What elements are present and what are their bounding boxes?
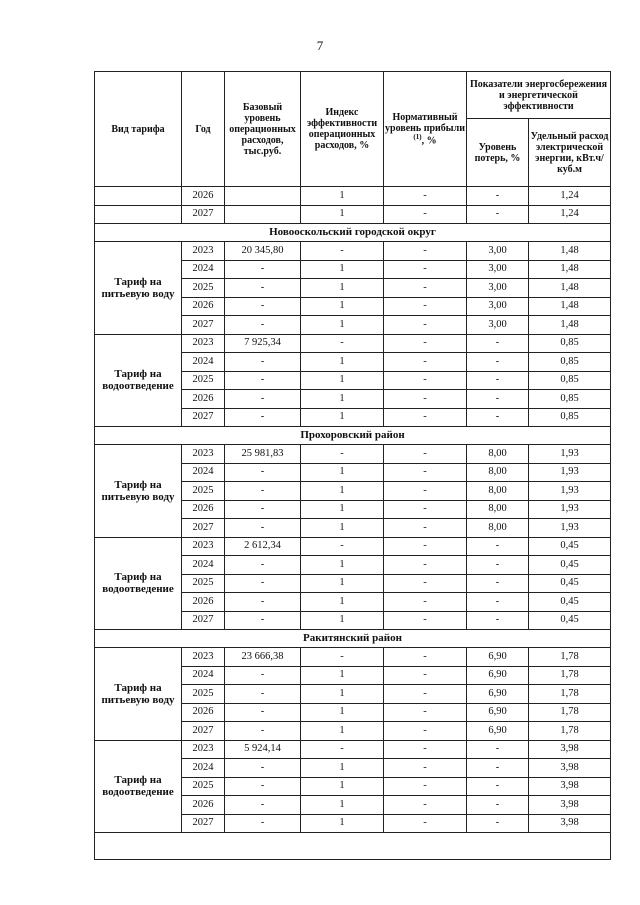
efficiency-index-cell: - bbox=[301, 445, 384, 464]
consumption-cell: 1,78 bbox=[529, 666, 611, 685]
table-body bbox=[95, 187, 611, 860]
efficiency-index-cell: 1 bbox=[301, 482, 384, 501]
consumption-cell: 1,24 bbox=[529, 187, 611, 206]
base-level-cell: 7 925,34 bbox=[225, 334, 301, 353]
header-base-level: Базовый уровень операционных расходов, тыс.руб. bbox=[225, 72, 301, 187]
base-level-cell: 25 981,83 bbox=[225, 445, 301, 464]
year-cell: 2026 bbox=[182, 703, 225, 722]
loss-cell: - bbox=[467, 556, 529, 575]
profit-cell: - bbox=[384, 187, 467, 206]
year-cell: 2027 bbox=[182, 814, 225, 833]
loss-cell: - bbox=[467, 205, 529, 224]
base-level-cell: - bbox=[225, 390, 301, 409]
table-row bbox=[95, 537, 611, 556]
section-row bbox=[95, 224, 611, 242]
loss-cell: - bbox=[467, 408, 529, 427]
loss-cell: - bbox=[467, 777, 529, 796]
profit-cell: - bbox=[384, 814, 467, 833]
consumption-cell: 0,45 bbox=[529, 537, 611, 556]
consumption-cell: 1,48 bbox=[529, 260, 611, 279]
year-cell: 2027 bbox=[182, 722, 225, 741]
profit-cell: - bbox=[384, 445, 467, 464]
profit-cell: - bbox=[384, 759, 467, 778]
blank-row bbox=[95, 833, 611, 860]
base-level-cell bbox=[225, 187, 301, 206]
base-level-cell: - bbox=[225, 796, 301, 815]
efficiency-index-cell: 1 bbox=[301, 187, 384, 206]
profit-cell: - bbox=[384, 519, 467, 538]
profit-cell: - bbox=[384, 334, 467, 353]
profit-cell: - bbox=[384, 648, 467, 667]
profit-cell: - bbox=[384, 500, 467, 519]
loss-cell: 3,00 bbox=[467, 279, 529, 298]
consumption-cell: 1,93 bbox=[529, 519, 611, 538]
consumption-cell: 0,85 bbox=[529, 334, 611, 353]
profit-cell: - bbox=[384, 611, 467, 630]
section-title: Ракитянский район bbox=[95, 630, 611, 648]
header-year: Год bbox=[182, 72, 225, 187]
efficiency-index-cell: 1 bbox=[301, 556, 384, 575]
efficiency-index-cell: 1 bbox=[301, 703, 384, 722]
loss-cell: - bbox=[467, 740, 529, 759]
year-cell: 2025 bbox=[182, 279, 225, 298]
base-level-cell: 23 666,38 bbox=[225, 648, 301, 667]
consumption-cell: 3,98 bbox=[529, 777, 611, 796]
year-cell: 2025 bbox=[182, 685, 225, 704]
year-cell: 2025 bbox=[182, 777, 225, 796]
efficiency-index-cell: 1 bbox=[301, 371, 384, 390]
base-level-cell: - bbox=[225, 759, 301, 778]
profit-cell: - bbox=[384, 463, 467, 482]
efficiency-index-cell: 1 bbox=[301, 593, 384, 612]
profit-cell: - bbox=[384, 740, 467, 759]
consumption-cell: 1,24 bbox=[529, 205, 611, 224]
consumption-cell: 0,45 bbox=[529, 593, 611, 612]
year-cell: 2023 bbox=[182, 334, 225, 353]
header-efficiency-index: Индекс эффективности операционных расходов, % bbox=[301, 72, 384, 187]
loss-cell: 3,00 bbox=[467, 260, 529, 279]
loss-cell: 8,00 bbox=[467, 482, 529, 501]
year-cell: 2024 bbox=[182, 556, 225, 575]
loss-cell: 8,00 bbox=[467, 500, 529, 519]
tariff-name-empty bbox=[95, 187, 182, 206]
table-row bbox=[95, 242, 611, 261]
loss-cell: 3,00 bbox=[467, 297, 529, 316]
tariff-name: Тариф на питьевую воду bbox=[95, 648, 182, 741]
consumption-cell: 1,48 bbox=[529, 242, 611, 261]
efficiency-index-cell: - bbox=[301, 537, 384, 556]
base-level-cell: - bbox=[225, 722, 301, 741]
header-specific-consumption: Удельный расход электрической энергии, кВт.ч/куб.м bbox=[529, 119, 611, 187]
section-row bbox=[95, 427, 611, 445]
efficiency-index-cell: 1 bbox=[301, 666, 384, 685]
year-cell: 2026 bbox=[182, 796, 225, 815]
efficiency-index-cell: 1 bbox=[301, 297, 384, 316]
efficiency-index-cell: 1 bbox=[301, 463, 384, 482]
consumption-cell: 3,98 bbox=[529, 740, 611, 759]
section-title: Прохоровский район bbox=[95, 427, 611, 445]
table-row bbox=[95, 334, 611, 353]
profit-cell: - bbox=[384, 260, 467, 279]
loss-cell: 3,00 bbox=[467, 316, 529, 335]
base-level-cell: 2 612,34 bbox=[225, 537, 301, 556]
profit-cell: - bbox=[384, 685, 467, 704]
efficiency-index-cell: 1 bbox=[301, 260, 384, 279]
profit-cell: - bbox=[384, 796, 467, 815]
consumption-cell: 3,98 bbox=[529, 814, 611, 833]
efficiency-index-cell: - bbox=[301, 648, 384, 667]
header-profit-level bbox=[384, 72, 467, 187]
base-level-cell: - bbox=[225, 371, 301, 390]
section-title: Новооскольский городской округ bbox=[95, 224, 611, 242]
profit-cell: - bbox=[384, 666, 467, 685]
profit-cell: - bbox=[384, 722, 467, 741]
consumption-cell: 0,85 bbox=[529, 408, 611, 427]
loss-cell: 6,90 bbox=[467, 722, 529, 741]
consumption-cell: 1,78 bbox=[529, 685, 611, 704]
base-level-cell: - bbox=[225, 500, 301, 519]
base-level-cell: 20 345,80 bbox=[225, 242, 301, 261]
base-level-cell: - bbox=[225, 297, 301, 316]
year-cell: 2024 bbox=[182, 353, 225, 372]
consumption-cell: 1,78 bbox=[529, 703, 611, 722]
loss-cell: - bbox=[467, 537, 529, 556]
efficiency-index-cell: 1 bbox=[301, 777, 384, 796]
section-row bbox=[95, 630, 611, 648]
efficiency-index-cell: 1 bbox=[301, 574, 384, 593]
profit-cell: - bbox=[384, 556, 467, 575]
base-level-cell: - bbox=[225, 703, 301, 722]
profit-cell: - bbox=[384, 390, 467, 409]
efficiency-index-cell: 1 bbox=[301, 814, 384, 833]
table-row bbox=[95, 648, 611, 667]
base-level-cell: - bbox=[225, 260, 301, 279]
year-cell: 2023 bbox=[182, 537, 225, 556]
year-cell: 2024 bbox=[182, 260, 225, 279]
year-cell: 2025 bbox=[182, 371, 225, 390]
base-level-cell: - bbox=[225, 685, 301, 704]
profit-cell: - bbox=[384, 593, 467, 612]
year-cell: 2026 bbox=[182, 593, 225, 612]
efficiency-index-cell: - bbox=[301, 740, 384, 759]
efficiency-index-cell: 1 bbox=[301, 759, 384, 778]
profit-cell: - bbox=[384, 242, 467, 261]
header-profit-sup: (1) bbox=[413, 132, 422, 141]
profit-cell: - bbox=[384, 371, 467, 390]
consumption-cell: 3,98 bbox=[529, 796, 611, 815]
efficiency-index-cell: 1 bbox=[301, 722, 384, 741]
base-level-cell: - bbox=[225, 279, 301, 298]
consumption-cell: 1,93 bbox=[529, 445, 611, 464]
table-row bbox=[95, 205, 611, 224]
header-profit-text: Нормативный уровень прибыли bbox=[385, 111, 465, 134]
loss-cell: - bbox=[467, 611, 529, 630]
year-cell: 2026 bbox=[182, 187, 225, 206]
consumption-cell: 3,98 bbox=[529, 759, 611, 778]
profit-cell: - bbox=[384, 408, 467, 427]
base-level-cell: - bbox=[225, 353, 301, 372]
profit-cell: - bbox=[384, 703, 467, 722]
base-level-cell: - bbox=[225, 814, 301, 833]
loss-cell: - bbox=[467, 371, 529, 390]
base-level-cell: - bbox=[225, 666, 301, 685]
base-level-cell: - bbox=[225, 556, 301, 575]
blank-cell bbox=[95, 833, 611, 860]
profit-cell: - bbox=[384, 297, 467, 316]
table-row bbox=[95, 740, 611, 759]
efficiency-index-cell: 1 bbox=[301, 390, 384, 409]
header-profit-unit: , % bbox=[421, 135, 437, 147]
profit-cell: - bbox=[384, 279, 467, 298]
consumption-cell: 1,48 bbox=[529, 279, 611, 298]
year-cell: 2023 bbox=[182, 445, 225, 464]
loss-cell: 8,00 bbox=[467, 463, 529, 482]
base-level-cell: - bbox=[225, 611, 301, 630]
profit-cell: - bbox=[384, 537, 467, 556]
efficiency-index-cell: 1 bbox=[301, 279, 384, 298]
loss-cell: - bbox=[467, 796, 529, 815]
header-loss-level: Уровень потерь, % bbox=[467, 119, 529, 187]
loss-cell: - bbox=[467, 390, 529, 409]
tariff-table bbox=[94, 71, 611, 860]
consumption-cell: 0,45 bbox=[529, 611, 611, 630]
loss-cell: - bbox=[467, 353, 529, 372]
base-level-cell: - bbox=[225, 777, 301, 796]
loss-cell: - bbox=[467, 759, 529, 778]
loss-cell: 8,00 bbox=[467, 445, 529, 464]
tariff-name: Тариф на водоотведение bbox=[95, 537, 182, 630]
consumption-cell: 0,85 bbox=[529, 353, 611, 372]
efficiency-index-cell: - bbox=[301, 334, 384, 353]
table-row bbox=[95, 187, 611, 206]
efficiency-index-cell: 1 bbox=[301, 500, 384, 519]
loss-cell: - bbox=[467, 593, 529, 612]
base-level-cell: - bbox=[225, 408, 301, 427]
profit-cell: - bbox=[384, 316, 467, 335]
loss-cell: 6,90 bbox=[467, 703, 529, 722]
year-cell: 2027 bbox=[182, 408, 225, 427]
efficiency-index-cell: 1 bbox=[301, 316, 384, 335]
loss-cell: - bbox=[467, 814, 529, 833]
loss-cell: 6,90 bbox=[467, 685, 529, 704]
consumption-cell: 1,48 bbox=[529, 297, 611, 316]
efficiency-index-cell: 1 bbox=[301, 205, 384, 224]
tariff-name: Тариф на питьевую воду bbox=[95, 445, 182, 538]
year-cell: 2023 bbox=[182, 740, 225, 759]
year-cell: 2027 bbox=[182, 205, 225, 224]
base-level-cell: - bbox=[225, 593, 301, 612]
year-cell: 2025 bbox=[182, 574, 225, 593]
loss-cell: 3,00 bbox=[467, 242, 529, 261]
base-level-cell: - bbox=[225, 574, 301, 593]
consumption-cell: 1,93 bbox=[529, 482, 611, 501]
header-energy-indicators: Показатели энергосбережения и энергетической эффективности bbox=[467, 72, 611, 119]
year-cell: 2027 bbox=[182, 316, 225, 335]
base-level-cell: - bbox=[225, 519, 301, 538]
consumption-cell: 1,78 bbox=[529, 722, 611, 741]
efficiency-index-cell: 1 bbox=[301, 519, 384, 538]
base-level-cell: 5 924,14 bbox=[225, 740, 301, 759]
profit-cell: - bbox=[384, 574, 467, 593]
consumption-cell: 0,45 bbox=[529, 556, 611, 575]
base-level-cell: - bbox=[225, 463, 301, 482]
tariff-name: Тариф на питьевую воду bbox=[95, 242, 182, 335]
page-number: 7 bbox=[316, 38, 324, 53]
base-level-cell: - bbox=[225, 316, 301, 335]
tariff-name-empty bbox=[95, 205, 182, 224]
loss-cell: - bbox=[467, 187, 529, 206]
loss-cell: - bbox=[467, 334, 529, 353]
efficiency-index-cell: 1 bbox=[301, 611, 384, 630]
profit-cell: - bbox=[384, 777, 467, 796]
base-level-cell: - bbox=[225, 482, 301, 501]
year-cell: 2026 bbox=[182, 297, 225, 316]
loss-cell: - bbox=[467, 574, 529, 593]
efficiency-index-cell: 1 bbox=[301, 796, 384, 815]
base-level-cell bbox=[225, 205, 301, 224]
year-cell: 2026 bbox=[182, 500, 225, 519]
efficiency-index-cell: 1 bbox=[301, 408, 384, 427]
tariff-name: Тариф на водоотведение bbox=[95, 334, 182, 427]
table-header bbox=[95, 72, 611, 187]
consumption-cell: 1,93 bbox=[529, 463, 611, 482]
loss-cell: 6,90 bbox=[467, 648, 529, 667]
consumption-cell: 0,45 bbox=[529, 574, 611, 593]
consumption-cell: 1,78 bbox=[529, 648, 611, 667]
profit-cell: - bbox=[384, 482, 467, 501]
year-cell: 2024 bbox=[182, 463, 225, 482]
tariff-name: Тариф на водоотведение bbox=[95, 740, 182, 833]
table-row bbox=[95, 445, 611, 464]
header-tariff-type: Вид тарифа bbox=[95, 72, 182, 187]
year-cell: 2027 bbox=[182, 519, 225, 538]
efficiency-index-cell: - bbox=[301, 242, 384, 261]
loss-cell: 8,00 bbox=[467, 519, 529, 538]
loss-cell: 6,90 bbox=[467, 666, 529, 685]
consumption-cell: 1,48 bbox=[529, 316, 611, 335]
profit-cell: - bbox=[384, 205, 467, 224]
year-cell: 2023 bbox=[182, 242, 225, 261]
year-cell: 2026 bbox=[182, 390, 225, 409]
consumption-cell: 0,85 bbox=[529, 371, 611, 390]
profit-cell: - bbox=[384, 353, 467, 372]
year-cell: 2024 bbox=[182, 666, 225, 685]
year-cell: 2027 bbox=[182, 611, 225, 630]
year-cell: 2023 bbox=[182, 648, 225, 667]
consumption-cell: 0,85 bbox=[529, 390, 611, 409]
year-cell: 2024 bbox=[182, 759, 225, 778]
efficiency-index-cell: 1 bbox=[301, 685, 384, 704]
consumption-cell: 1,93 bbox=[529, 500, 611, 519]
efficiency-index-cell: 1 bbox=[301, 353, 384, 372]
year-cell: 2025 bbox=[182, 482, 225, 501]
